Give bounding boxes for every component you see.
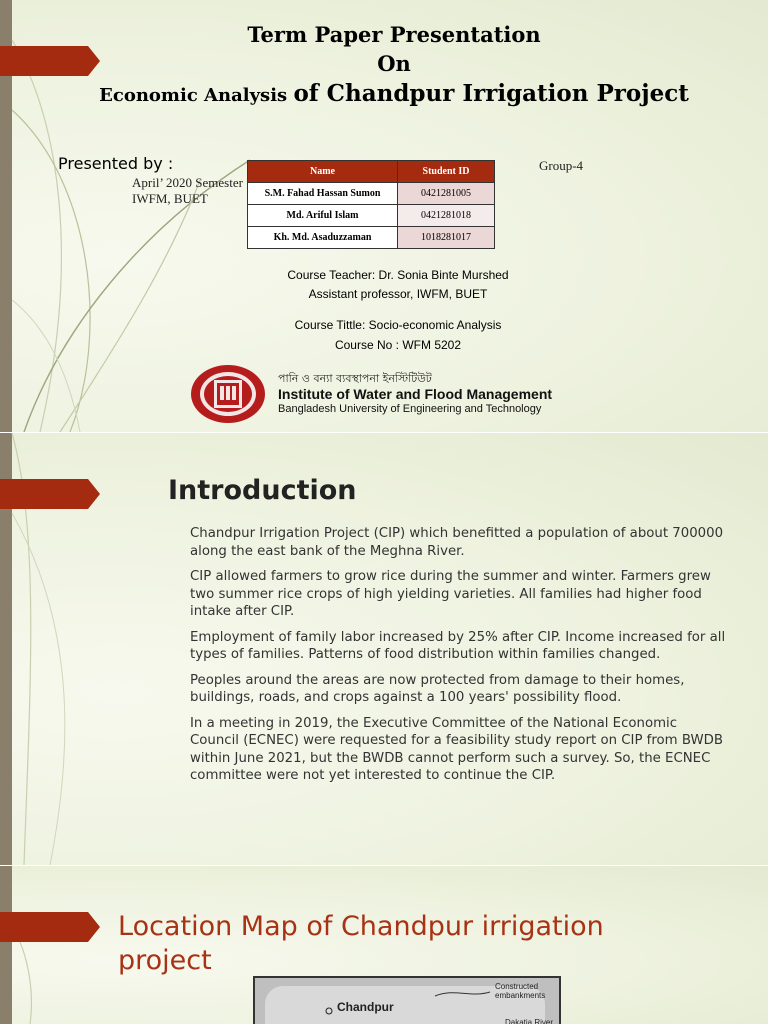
slide-title bbox=[0, 0, 768, 432]
title-line-3 bbox=[0, 80, 768, 107]
student-name: Kh. Md. Asaduzzaman bbox=[248, 227, 398, 249]
group-label: Group-4 bbox=[539, 158, 584, 173]
introduction-bullets bbox=[168, 525, 728, 793]
location-map-heading: Location Map of Chandpur irrigation project bbox=[118, 911, 604, 976]
student-table bbox=[247, 160, 495, 249]
table-header-name: Name bbox=[248, 161, 398, 183]
list-item bbox=[168, 715, 728, 785]
student-id: 0421281018 bbox=[398, 205, 495, 227]
table-row bbox=[248, 205, 495, 227]
institute-name: Institute of Water and Flood Management bbox=[278, 386, 553, 402]
slide-tab-marker bbox=[0, 479, 100, 509]
title-line-2: On bbox=[377, 51, 411, 76]
slide-tab-marker bbox=[0, 912, 100, 942]
teacher-designation: Assistant professor, IWFM, BUET bbox=[308, 287, 488, 301]
list-item bbox=[168, 525, 728, 560]
map-label-river: Dakatia River bbox=[505, 1018, 554, 1024]
title-line-1: Term Paper Presentation bbox=[247, 22, 541, 47]
buet-logo bbox=[190, 364, 266, 428]
presented-by-label: Presented by : bbox=[58, 154, 174, 173]
bullet-text: Peoples around the areas are now protected from damage to their homes, buildings, roads, and crops against a 100 years' possibility flood. bbox=[190, 672, 685, 705]
location-map-image bbox=[253, 976, 561, 1024]
slide-location-map bbox=[0, 866, 768, 1024]
introduction-heading: Introduction bbox=[168, 475, 357, 506]
table-header-row bbox=[248, 161, 495, 183]
table-row bbox=[248, 227, 495, 249]
bullet-text: In a meeting in 2019, the Executive Committee of the National Economic Council (ECNEC) were requested for a feasibility study report on CIP from BWDB within June 2021, but the BWDB cannot perform such a survey. So, the ECNEC committee were not yet interested to continue the CIP. bbox=[190, 715, 724, 783]
bullet-text: CIP allowed farmers to grow rice during the summer and winter. Farmers grew two summer rice crops of high yielding varieties. All families had higher food intake after CIP. bbox=[190, 569, 711, 619]
semester-line-1: April’ 2020 Semester bbox=[132, 175, 243, 190]
course-teacher: Course Teacher: Dr. Sonia Binte Murshed bbox=[287, 268, 509, 282]
course-title: Course Tittle: Socio-economic Analysis bbox=[294, 318, 502, 332]
semester-info bbox=[132, 175, 246, 207]
bullet-text: Chandpur Irrigation Project (CIP) which benefitted a population of about 700000 along the east bank of the Meghna River. bbox=[190, 526, 724, 559]
title-line-3-part-b: of Chandpur Irrigation Project bbox=[293, 80, 689, 107]
title-line-3-part-a: Economic Analysis bbox=[99, 85, 294, 106]
map-label-chandpur: Chandpur bbox=[337, 1000, 394, 1014]
map-label-embankment: Constructed embankments bbox=[495, 982, 546, 1000]
student-name: S.M. Fahad Hassan Sumon bbox=[248, 183, 398, 205]
list-item bbox=[168, 629, 728, 664]
table-row bbox=[248, 183, 495, 205]
course-number: Course No : WFM 5202 bbox=[334, 338, 462, 352]
university-name: Bangladesh University of Engineering and Technology bbox=[278, 403, 542, 415]
slide-introduction bbox=[0, 433, 768, 865]
list-item bbox=[168, 568, 728, 621]
semester-line-2: IWFM, BUET bbox=[132, 191, 208, 206]
student-id: 0421281005 bbox=[398, 183, 495, 205]
list-item bbox=[168, 672, 728, 707]
institute-bangla-name: পানি ও বন্যা ব্যবস্থাপনা ইনস্টিটিউট bbox=[278, 372, 432, 385]
student-id: 1018281017 bbox=[398, 227, 495, 249]
student-name: Md. Ariful Islam bbox=[248, 205, 398, 227]
bullet-text: Employment of family labor increased by 25% after CIP. Income increased for all types of families. Patterns of food distribution within families changed. bbox=[190, 629, 726, 662]
table-header-id: Student ID bbox=[398, 161, 495, 183]
